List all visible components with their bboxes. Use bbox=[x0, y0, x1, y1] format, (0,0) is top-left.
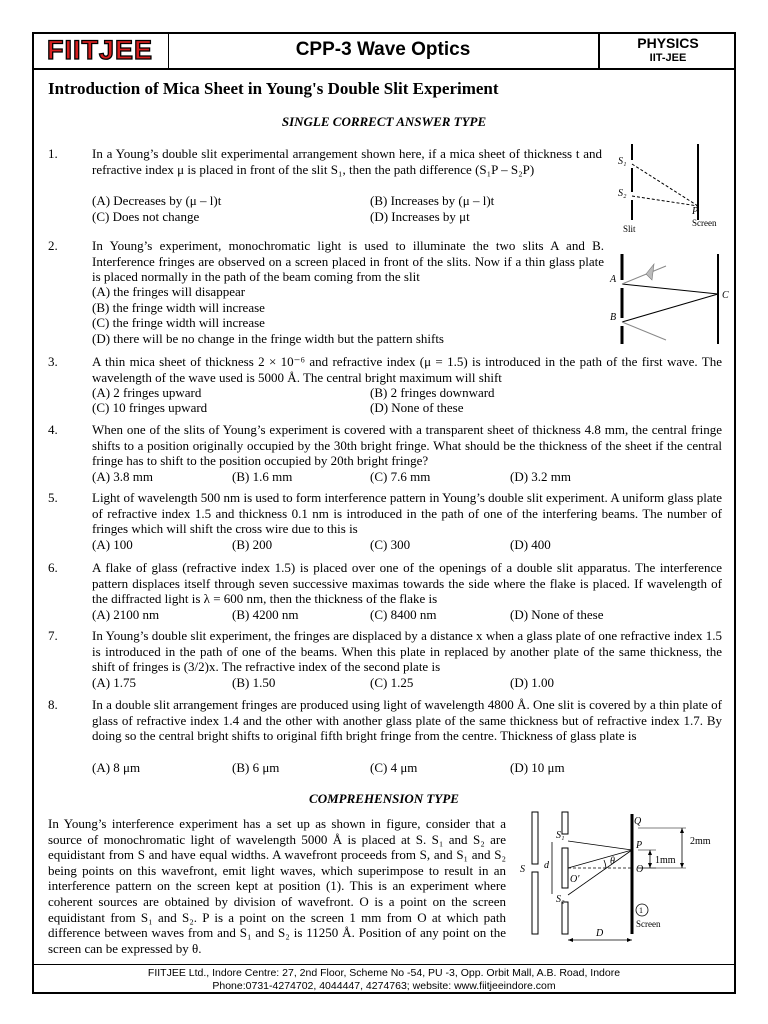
option-b: (B) 2 fringes downward bbox=[370, 385, 495, 400]
label-1mm: 1mm bbox=[655, 855, 676, 866]
option-b: (B) 6 μm bbox=[232, 760, 280, 775]
option-d: (D) there will be no change in the fringe width but the pattern shifts bbox=[92, 331, 444, 346]
label-s: S bbox=[520, 864, 525, 875]
question-text: A thin mica sheet of thickness 2 × 10⁻⁶ and refractive index (μ = 1.5) is introduced in the path of the first wave. The wavelength of the wave used is 5000 Å. The central bright maximum will shift bbox=[92, 354, 722, 385]
label-p: P bbox=[692, 206, 699, 217]
option-b: (B) 200 bbox=[232, 537, 273, 552]
option-d: (D) 1.00 bbox=[510, 675, 555, 690]
label-o-prime: O' bbox=[570, 874, 580, 885]
logo-box bbox=[32, 32, 169, 68]
option-c: (C) 300 bbox=[370, 537, 411, 552]
option-a: (A) 2 fringes upward bbox=[92, 385, 202, 400]
question-text: In Young’s experiment, monochromatic light is used to illuminate the two slits A and B. Interference fringes are observed on a screen placed in front of the slits. Now if a thin glass plate is placed normally in the path of the beam coming from the slit bbox=[92, 238, 604, 284]
document-title: CPP-3 Wave Optics bbox=[295, 39, 471, 60]
single-correct-heading: SINGLE CORRECT ANSWER TYPE bbox=[281, 114, 487, 129]
option-c: (C) 7.6 mm bbox=[370, 469, 431, 484]
question-text: A flake of glass (refractive index 1.5) is placed over one of the openings of a double slit apparatus. The interference pattern displaces itself through seven successive maximas towards the side where the flake is placed. If wavelength of the diffracted light is λ = 600 nm, then the thickness of the flake is bbox=[92, 560, 722, 606]
question-number: 3. bbox=[48, 354, 58, 369]
question-text: In a double slit arrangement fringes are produced using light of wavelength 4800 Å. One slit is covered by a thin plate of glass of refractive index 1.4 and the other with another glass plate of the same thickness but of refractive index 1.7. By doing so the central bright shifts to original fifth bright fringe from the centre. Thickness of glass plate is bbox=[92, 697, 722, 743]
option-c: (C) 4 μm bbox=[370, 760, 418, 775]
figure-2-slits-ab bbox=[606, 252, 732, 346]
label-position-1: 1 bbox=[639, 906, 643, 915]
label-screen: Screen bbox=[692, 218, 717, 228]
question-number: 4. bbox=[48, 422, 58, 437]
option-b: (B) 4200 nm bbox=[232, 607, 299, 622]
question-number: 7. bbox=[48, 628, 58, 643]
question-text: In a Young’s double slit experimental arrangement shown here, if a mica sheet of thickness t and refractive index μ is placed in front of the slit S₁, then the path difference (S₁P – S₂P) bbox=[92, 146, 602, 177]
footer-address: FIITJEE Ltd., Indore Centre: 27, 2nd Floor, Scheme No -54, PU -3, Opp. Orbit Mall, A.B. Road, Indore bbox=[147, 967, 621, 979]
question-number: 5. bbox=[48, 490, 58, 505]
logo-text: FIITJEE bbox=[46, 35, 154, 64]
label-p: P bbox=[636, 840, 643, 851]
option-c: (C) 10 fringes upward bbox=[92, 400, 208, 415]
course-label: IIT-JEE bbox=[649, 52, 687, 64]
footer-contact: Phone:0731-4274702, 4044447, 4274763; website: www.fiitjeeindore.com bbox=[212, 980, 556, 992]
figure-1-double-slit bbox=[612, 142, 730, 234]
label-screen: Screen bbox=[636, 919, 661, 929]
label-a: A bbox=[610, 274, 617, 285]
fiitjee-logo bbox=[38, 35, 162, 64]
label-s2: S₂ bbox=[618, 188, 627, 199]
label-q: Q bbox=[634, 816, 642, 827]
option-b: (B) Increases by (μ – l)t bbox=[370, 193, 495, 208]
option-d: (D) 10 μm bbox=[510, 760, 565, 775]
label-theta: θ bbox=[610, 856, 615, 867]
question-number: 8. bbox=[48, 697, 58, 712]
label-o: O bbox=[636, 864, 644, 875]
option-d: (D) 400 bbox=[510, 537, 551, 552]
option-c: (C) 8400 nm bbox=[370, 607, 437, 622]
section-title: Introduction of Mica Sheet in Young's Double Slit Experiment bbox=[48, 79, 499, 98]
label-s1: S₁ bbox=[556, 830, 565, 841]
option-a: (A) 3.8 mm bbox=[92, 469, 154, 484]
option-d: (D) None of these bbox=[510, 607, 604, 622]
label-big-d: D bbox=[596, 928, 604, 939]
label-d: d bbox=[544, 860, 549, 871]
label-s2: S₂ bbox=[556, 894, 565, 905]
option-d: (D) 3.2 mm bbox=[510, 469, 572, 484]
comprehension-passage: In Young’s interference experiment has a set up as shown in figure, consider that a source of monochromatic light of wavelength 5000 Å is placed at S. S₁ and S₂ are equidistant from S and have equal widths. A wavefront proceeds from S, and S₁ and S₂ being points on this wavefront, emit light waves, which superimpose to result in an interference pattern on the screen kept at position (1). This is an experiment where coherent sources are obtained by division of wavefront. O is a point on the screen equidistant from S₁ and S₂. P is a point on the screen 1 mm from O at which path difference between waves from and S₁ and S₂ is 11250 Å. Position of any point on the screen can be expressed by θ. bbox=[48, 816, 506, 956]
option-a: (A) 1.75 bbox=[92, 675, 137, 690]
option-a: (A) Decreases by (μ – l)t bbox=[92, 193, 222, 208]
option-c: (C) 1.25 bbox=[370, 675, 414, 690]
option-d: (D) Increases by μt bbox=[370, 209, 470, 224]
question-number: 6. bbox=[48, 560, 58, 575]
label-slit: Slit bbox=[623, 224, 636, 234]
question-number: 1. bbox=[48, 146, 58, 161]
question-text: In Young’s double slit experiment, the fringes are displaced by a distance x when a glass plate of one refractive index 1.5 is introduced in the path of one of the beams. When this plate in replaced by another plate of the same thickness, the shift of fringes is (3/2)x. The refractive index of the second plate is bbox=[92, 628, 722, 674]
label-b: B bbox=[610, 312, 617, 323]
option-b: (B) the fringe width will increase bbox=[92, 300, 265, 315]
label-c: C bbox=[722, 290, 729, 301]
page-header bbox=[32, 32, 736, 70]
option-a: (A) 100 bbox=[92, 537, 133, 552]
label-2mm: 2mm bbox=[690, 836, 711, 847]
subject-label: PHYSICS bbox=[637, 35, 699, 51]
comprehension-heading: COMPREHENSION TYPE bbox=[309, 791, 459, 806]
option-d: (D) None of these bbox=[370, 400, 464, 415]
option-c: (C) Does not change bbox=[92, 209, 200, 224]
option-b: (B) 1.6 mm bbox=[232, 469, 293, 484]
page-footer bbox=[32, 964, 736, 994]
option-c: (C) the fringe width will increase bbox=[92, 315, 265, 330]
question-text: When one of the slits of Young’s experiment is covered with a transparent sheet of thickness 4.8 mm, the central fringe shifts to a position originally occupied by the 30th bright fringe. What should be the thickness of the sheet if the central fringe has to shift to the position occupied by 20th bright fringe? bbox=[92, 422, 722, 468]
option-b: (B) 1.50 bbox=[232, 675, 276, 690]
question-text: Light of wavelength 500 nm is used to form interference pattern in Young’s double slit experiment. A uniform glass plate of refractive index 1.5 and thickness 0.1 nm is introduced in the path of one of the interfering beams. The number of fringes which will shift the cross wire due to this is bbox=[92, 490, 722, 536]
option-a: (A) the fringes will disappear bbox=[92, 284, 246, 299]
option-a: (A) 8 μm bbox=[92, 760, 141, 775]
figure-3-comprehension bbox=[516, 806, 732, 952]
label-s1: S₁ bbox=[618, 156, 627, 167]
subject-box bbox=[598, 32, 736, 68]
option-a: (A) 2100 nm bbox=[92, 607, 160, 622]
question-number: 2. bbox=[48, 238, 58, 253]
